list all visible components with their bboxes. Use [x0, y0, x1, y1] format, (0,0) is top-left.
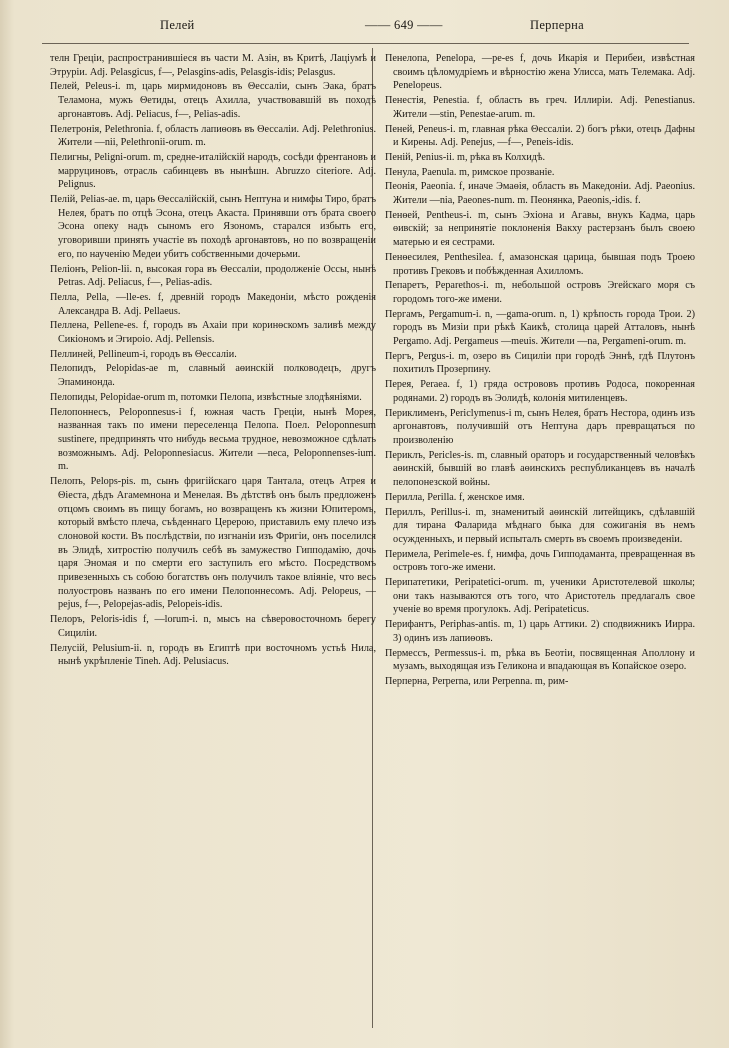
dictionary-entry: Пенестія, Penestia. f, область въ греч. Иллиріи. Adj. Penestianus. Жители —stin, Penestae-arum. m. [385, 95, 695, 120]
dictionary-entry: Перифантъ, Periphas-antis. m, 1) царь Аттики. 2) сподвижникъ Иирра. 3) одинъ изъ лапиѳовъ. [385, 619, 695, 644]
dictionary-entry: Пенѳей, Pentheus-i. m, сынъ Эхіона и Агавы, внукъ Кадма, царь ѳивскій; за непринятіе поклоненія Вакху растерзанъ былъ своею матерью и ея сестрами. [385, 209, 695, 249]
dictionary-entry: Пеллена, Pellene-es. f, городъ въ Ахаіи при коринѳскомъ заливѣ между Сикіономъ и Эгироіо. Adj. Pellensis. [50, 320, 376, 346]
dictionary-entry: Пенелопа, Penelopa, —pe-es f, дочь Икарія и Перибеи, извѣстная своимъ цѣломудріемъ и вѣрностію жена Улисса, мать Телемака. Adj. Penelopeus. [385, 53, 695, 92]
dictionary-entry: Периллъ, Perillus-i. m, знаменитый аѳинскій литейщикъ, сдѣлавшій для тирана Фаларида мѣднаго быка для сожиганія въ немъ осужденныхъ, и первый испыталъ смерть въ своемъ произведеніи. [385, 506, 695, 545]
page-header [60, 18, 699, 38]
dictionary-entry: Пермессъ, Permessus-i. m, рѣка въ Беотіи, посвященная Аполлону и музамъ, выходящая изъ Геликона и впадающая въ Копайское озеро. [385, 647, 695, 673]
dictionary-entry: Пелопиды, Pelopidae-orum m, потомки Пелопа, извѣстные злодѣяніями. [50, 391, 362, 403]
dictionary-entry: Пелопидъ, Pelopidas-ae m, славный аѳинскій полководецъ, другъ Эпаминонда. [50, 363, 376, 389]
dictionary-entry: Периклъ, Pericles-is. m, славный ораторъ и государственный человѣкъ аѳинскій, бывшій во главѣ аѳинскихъ республиканцевъ въ началѣ пелопонезской войны. [385, 449, 695, 489]
header-left-word: Пелей [160, 18, 195, 32]
page-number: —— 649 —— [365, 18, 443, 32]
dictionary-entry: Перипатетики, Peripatetici-orum. m, ученики Аристотелевой школы; они такъ называются отъ того, что Аристотель предлагалъ свое ученіе во время прогулокъ. Adj. Peripateticus. [385, 577, 695, 616]
dictionary-entry: Пеній, Penius-ii. m, рѣка въ Колхидѣ. [385, 151, 546, 163]
dictionary-entry: Перилла, Perilla. f, женское имя. [385, 491, 525, 503]
dictionary-entry: Перимела, Perimele-es. f, нимфа, дочь Гипподаманта, превращенная въ островъ того-же имени. [385, 548, 695, 574]
header-rule [42, 43, 689, 44]
dictionary-entry: Пенула, Paenula. m, римское прозваніе. [385, 166, 555, 178]
dictionary-entry: Пепаретъ, Peparethos-i. m, небольшой островъ Эгейскаго моря съ городомъ того-же имени. [385, 280, 695, 305]
dictionary-entry: Пелла, Pella, —lle-es. f, древній городъ Македоніи, мѣсто рожденія Александра В. Adj. Pellaeus. [50, 291, 376, 317]
dictionary-entry: Пелусій, Pelusium-ii. n, городъ въ Египтѣ при восточномъ устьѣ Нила, нынѣ укрѣпленіе Tineh. Adj. Pelusiacus. [50, 642, 376, 668]
dictionary-entry: Пеонія, Paeonia. f, иначе Эмаѳія, область въ Македоніи. Adj. Paeonius. Жители —nia, Paeones-num. m. Пеонянка, Paeonis,-idis. f. [385, 181, 695, 207]
dictionary-entry: Пелигны, Peligni-orum. m, средне-италійскій народъ, сосѣди френтановъ и марруциновъ, отрасль сабинцевъ въ нынѣшн. Abruzzo citeriore. Adj. Pelignus. [50, 151, 376, 191]
dictionary-entry: Пеллиней, Pellineum-i, городъ въ Θессаліи. [50, 348, 237, 360]
dictionary-entry: Пелетронія, Pelethronia. f, область лапиѳовъ въ Θессаліи. Adj. Pelethronius. Жители —nii, Pelethronii-orum. m. [50, 123, 376, 149]
dictionary-entry: Пеней, Peneus-i. m, главная рѣка Θессаліи. 2) богъ рѣки, отецъ Дафны и Кирены. Adj. Penejus, —f—, Peneis-idis. [385, 123, 695, 149]
dictionary-entry: Пелей, Peleus-i. m, царь мирмидоновъ въ Θессаліи, сынъ Эака, братъ Теламона, мужъ Θетиды, отецъ Ахилла, участвовавшій въ походѣ аргонавтовъ. Adj. Peliacus, f—, Pelias-adis. [50, 81, 376, 120]
dictionary-entry: Пергамъ, Pergamum-i. n, —gama-orum. n, 1) крѣпость города Трои. 2) городъ въ Мизіи при рѣкѣ Каикѣ, столица царей Атталовъ, нынѣ Pergamo. Adj. Pergameus —meuis. Жители —na, Pergameni-orum. m. [385, 308, 695, 348]
dictionary-entry: Пенѳесилея, Penthesilea. f, амазонская царица, бывшая подъ Троею противъ Грековъ и побѣжденная Ахилломъ. [385, 251, 695, 277]
dictionary-entry: Пергъ, Pergus-i. m, озеро въ Сициліи при городѣ Эннѣ, гдѣ Плутонъ похитилъ Прозерпину. [385, 350, 695, 376]
dictionary-entry: Перея, Peraea. f, 1) гряда острововъ противъ Родоса, покоренная родянами. 2) городъ въ Эолидѣ, колонія митиленцевъ. [385, 379, 695, 404]
dictionary-entry: Пелопъ, Pelops-pis. m, сынъ фригійскаго царя Тантала, отецъ Атрея и Θіеста, дѣдъ Агамемнона и Менелая. Въ дѣтствѣ онъ былъ предложенъ отцомъ своимъ въ пищу богамъ, но возвращенъ къ жизни Юпитеромъ, который вмѣсто плеча, съѣденнаго Церерою, приставилъ ему плечо изъ слоновой кости. Въ послѣдствіи, по изгнаніи изъ Фригіи, онъ поселился въ Элидѣ, хитростію получилъ себѣ въ замужество Гипподамію, дочь царя Эномая и по смерти его заступилъ его мѣсто. Посредствомъ привезенныхъ съ собою богатствъ онъ получилъ такое вліяніе, что весь полуостровъ названъ по его имени Пелопоннесомъ. Adj. Pelopeus, —pejus, f—, Pelopejas-adis, Pelopeis-idis. [50, 476, 376, 611]
dictionary-entry: телн Греціи, распространившіеся въ части М. Азін, въ Критѣ, Лацiумѣ и Этруріи. Adj. Pelasgicus, f—, Pelasgins-adis, Pelasgis-idis; Pelasgus. [50, 53, 376, 78]
dictionary-entry: Пелоръ, Peloris-idis f, —lorum-i. n, мысъ на сѣверовосточномъ берегу Сициліи. [50, 614, 376, 639]
header-right-word: Перперна [530, 18, 584, 32]
dictionary-entry: Пелопоннесъ, Peloponnesus-i f, южная часть Греціи, нынѣ Морея, названная такъ по имени переселенца Пелопа. Поел. Peloponnesum sustinere, предпринять что нибудь весьма трудное, невозможное сдѣлать возможнымъ. Adj. Peloponnesiacus. Жители —neca, Peloponnenses-ium. m. [50, 406, 376, 473]
dictionary-entry: Пеліонъ, Pelion-lii. n, высокая гора въ Θессаліи, продолженіе Оссы, нынѣ Petras. Adj. Peliacus, f—, Pelias-adis. [50, 263, 376, 289]
dictionary-entry: Пелій, Pelias-ae. m, царь Θессалійскій, сынъ Нептуна и нимфы Тиро, братъ Нелея, братъ по отцѣ Эсона, отецъ Акаста. Принявши отъ брата своего Эсона опеку надъ сыномъ его Язономъ, старался избыть его, уговоривши принять участіе въ походѣ аргонавтовъ, но по возвращеніи его, по наученію Медеи убитъ собственными дочерьми. [50, 194, 376, 260]
dictionary-entry: Периклименъ, Periclymenus-i m, сынъ Нелея, братъ Нестора, одинъ изъ аргонавтовъ, получившій отъ Нептуна даръ превращаться по произволенію [385, 407, 695, 446]
right-column [385, 52, 695, 690]
dictionary-entry: Перперна, Perperna, или Perpenna. m, рим- [385, 675, 569, 687]
left-column [50, 52, 376, 670]
